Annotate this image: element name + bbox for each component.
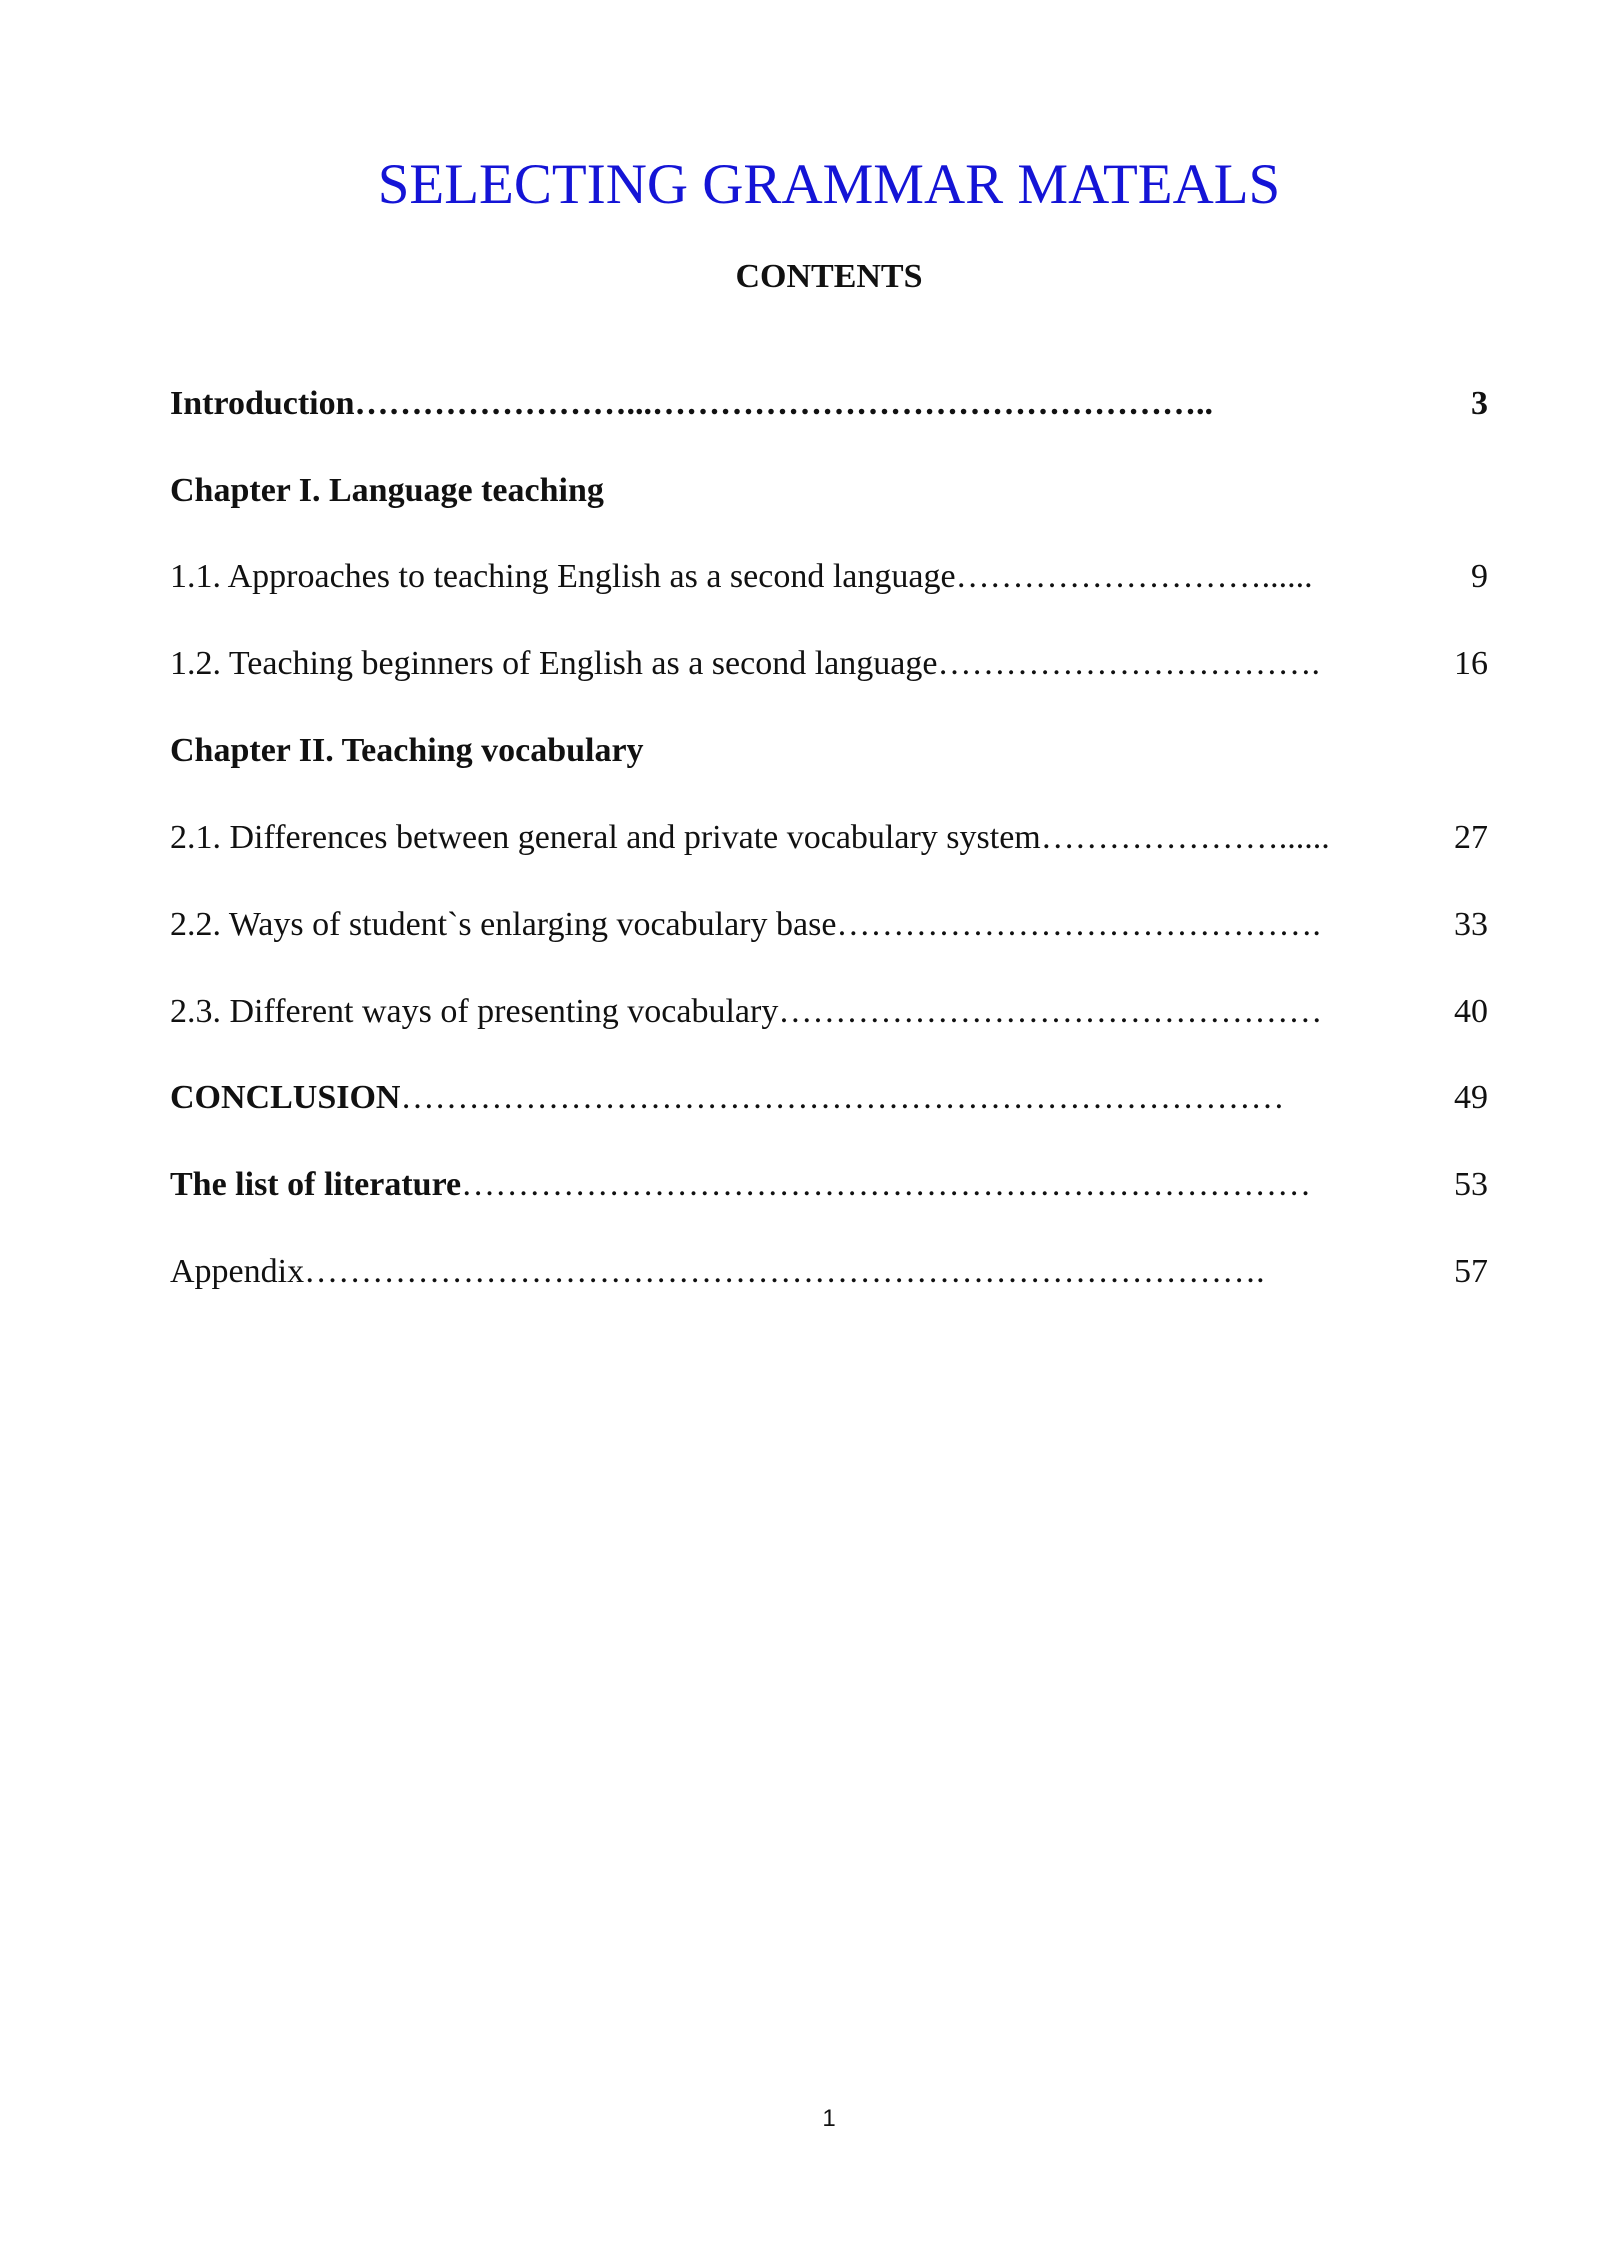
toc-entry-label: 2.3. Different ways of presenting vocabulary bbox=[170, 993, 779, 1030]
toc-entry-label: 1.2. Teaching beginners of English as a second language bbox=[170, 645, 938, 682]
page-number: 1 bbox=[822, 2105, 836, 2132]
toc-entry-2-1 bbox=[170, 814, 1488, 862]
toc-entry-label: Chapter I. Language teaching bbox=[170, 472, 604, 509]
toc-entry-label: 2.2. Ways of student`s enlarging vocabulary base bbox=[170, 906, 837, 943]
toc-entry-label: Introduction bbox=[170, 385, 355, 422]
toc-entry-leader: ……………………...………………………………………….. bbox=[354, 385, 1214, 422]
toc-entry-label: 2.1. Differences between general and private vocabulary system bbox=[170, 819, 1041, 856]
toc-entry-leader: …………………...... bbox=[1040, 819, 1330, 856]
toc-entry-page: 40 bbox=[1454, 993, 1488, 1030]
toc-entry-conclusion bbox=[170, 1074, 1488, 1122]
toc-entry-leader: ………………………………………… bbox=[778, 993, 1323, 1030]
toc-entry-page: 33 bbox=[1454, 906, 1488, 943]
toc-entry-2-2 bbox=[170, 901, 1488, 949]
toc-entry-page: 57 bbox=[1454, 1253, 1488, 1290]
toc-entry-page: 16 bbox=[1454, 645, 1488, 682]
toc-entry-2-3 bbox=[170, 988, 1488, 1036]
toc-entry-leader: ………………………………………………………………… bbox=[461, 1166, 1312, 1203]
toc-entry-1-2 bbox=[170, 640, 1488, 688]
toc-entry-label: Appendix bbox=[170, 1253, 305, 1290]
toc-entry-literature bbox=[170, 1161, 1488, 1209]
toc-entry-1-1 bbox=[170, 553, 1488, 601]
toc-entry-chapter-1 bbox=[170, 467, 1488, 515]
toc-entry-page: 3 bbox=[1471, 385, 1488, 422]
toc-entry-page: 9 bbox=[1471, 558, 1488, 595]
toc-entry-leader: …………………………………………………………………… bbox=[400, 1079, 1285, 1116]
document-title: SELECTING GRAMMAR MATEALS bbox=[377, 153, 1281, 216]
toc-entry-leader: ……………………………………. bbox=[836, 906, 1321, 943]
toc-entry-leader: ……………………………. bbox=[937, 645, 1320, 682]
toc-entry-label: 1.1. Approaches to teaching English as a second language bbox=[170, 558, 956, 595]
toc-entry-appendix bbox=[170, 1248, 1488, 1296]
toc-entry-leader: ………………………...... bbox=[955, 558, 1313, 595]
toc-entry-leader: …………………………………………………………………………. bbox=[304, 1253, 1265, 1290]
toc-entry-page: 49 bbox=[1454, 1079, 1488, 1116]
toc-entry-chapter-2 bbox=[170, 727, 1488, 775]
toc-entry-page: 53 bbox=[1454, 1166, 1488, 1203]
contents-heading: CONTENTS bbox=[735, 258, 923, 295]
toc-entry-label: CONCLUSION bbox=[170, 1079, 401, 1116]
toc-entry-introduction bbox=[170, 380, 1488, 428]
toc-entry-page: 27 bbox=[1454, 819, 1488, 856]
toc-entry-label: Chapter II. Teaching vocabulary bbox=[170, 732, 644, 769]
toc-entry-label: The list of literature bbox=[170, 1166, 462, 1203]
